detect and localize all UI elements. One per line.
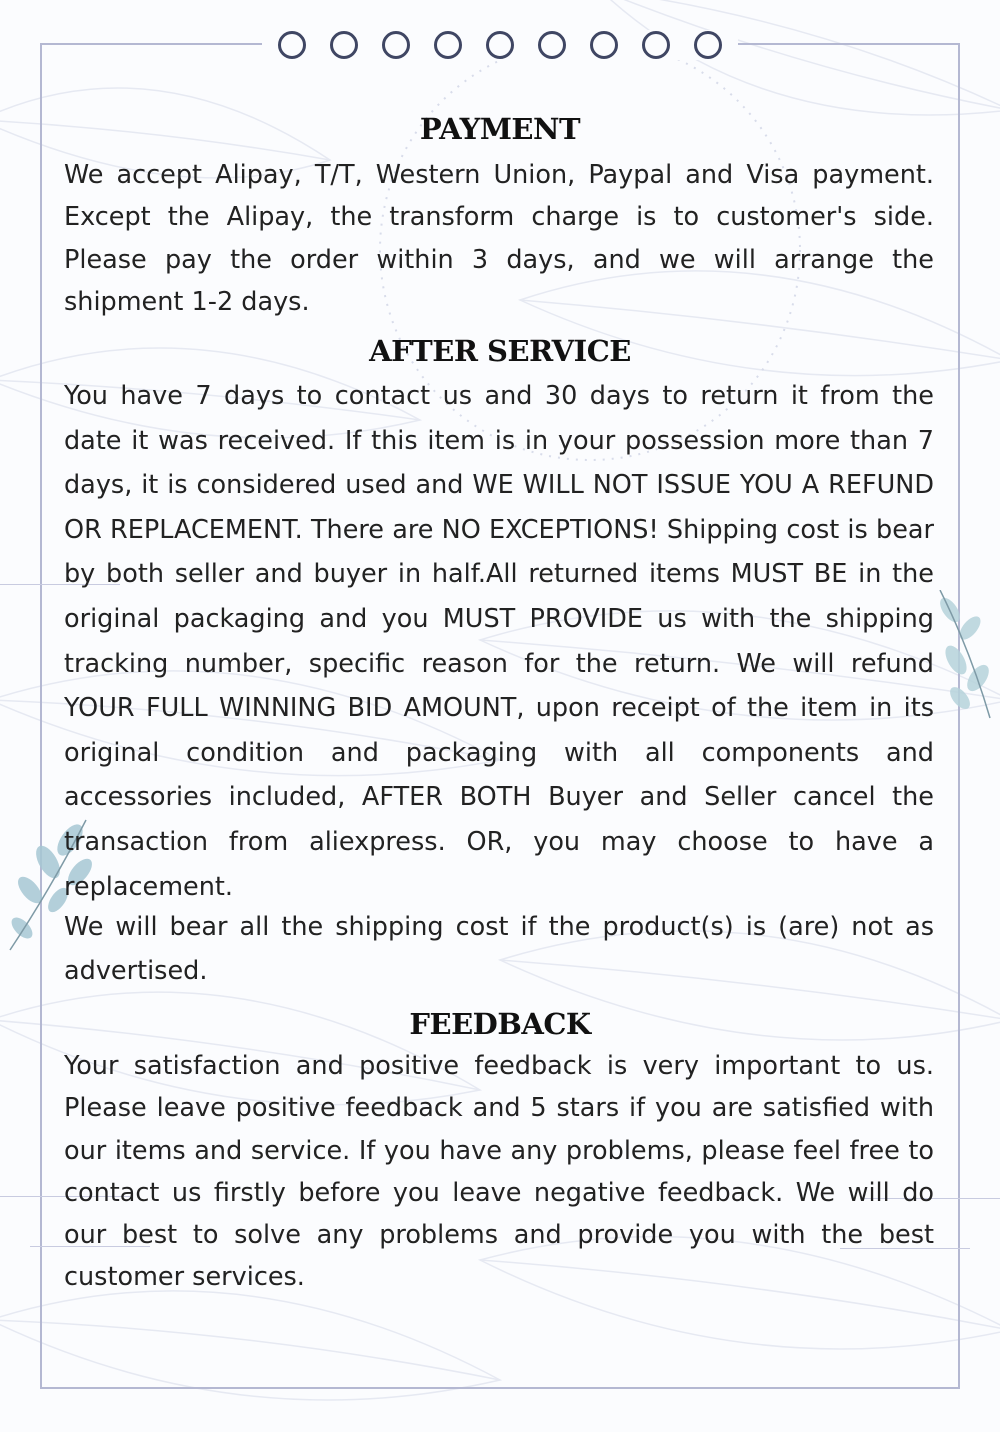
payment-text: We accept Alipay, T/T, Western Union, Paypal and Visa payment. Except the Alipay, the transform charge is to customer's side. Please pay the order within 3 days, and we will arrange the shipment 1-2 days. — [64, 160, 934, 317]
circle-icon — [382, 31, 410, 59]
after-service-heading: AFTER SERVICE — [369, 334, 631, 368]
feedback-heading: FEEDBACK — [409, 1007, 591, 1041]
circle-icon — [330, 31, 358, 59]
circle-icon — [486, 31, 514, 59]
circle-icon — [538, 31, 566, 59]
circle-icon — [590, 31, 618, 59]
after-service-note: We will bear all the shipping cost if the product(s) is (are) not as advertised. — [64, 912, 934, 986]
after-service-text: You have 7 days to contact us and 30 days to return it from the date it was received. If this item is in your possession more than 7 days, it is considered used and WE WILL NOT ISSUE YOU A REFUND OR REPLACEMENT. There are NO EXCEPTIONS! Shipping cost is bear by both seller and buyer in half.All returned items MUST BE in the original packaging and you MUST PROVIDE us with the shipping tracking number, specific reason for the return. We will refund YOUR FULL WINNING BID AMOUNT, upon receipt of the item in its original condition and packaging with all components and accessories included, AFTER BOTH Buyer and Seller cancel the transaction from aliexpress. OR, you may choose to have a replacement. — [64, 381, 934, 902]
circle-icon — [434, 31, 462, 59]
decorative-circles — [278, 28, 722, 62]
circle-icon — [278, 31, 306, 59]
payment-heading: PAYMENT — [419, 112, 581, 146]
circle-icon — [694, 31, 722, 59]
feedback-text: Your satisfaction and positive feedback is very important to us. Please leave positive feedback and 5 stars if you are satisfied with our items and service. If you have any problems, please feel free to contact us firstly before you leave negative feedback. We will do our best to solve any problems and provide you with the best customer services. — [64, 1051, 934, 1293]
circle-icon — [642, 31, 670, 59]
